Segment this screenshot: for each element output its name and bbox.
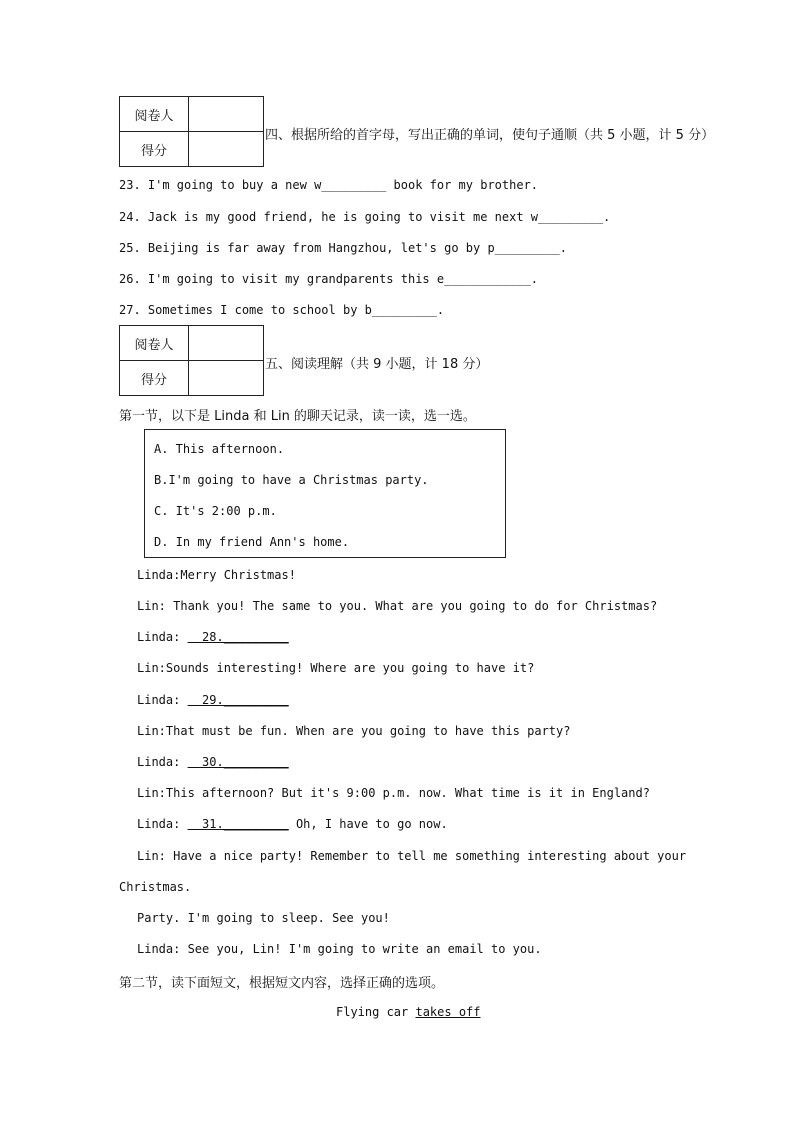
- grader-label: 阅卷人: [120, 326, 189, 361]
- score-cell[interactable]: [189, 361, 264, 396]
- section5-title: 五、阅读理解（共 9 小题，计 18 分）: [265, 357, 489, 372]
- option-a: A. This afternoon.: [154, 442, 285, 456]
- option-b: B.I'm going to have a Christmas party.: [154, 473, 429, 487]
- options-box: [144, 429, 506, 558]
- question-27: 27. Sometimes I come to school by b_________.: [119, 303, 445, 317]
- grader-label: 阅卷人: [120, 97, 189, 132]
- answer-blank-28[interactable]: 28._________: [187, 630, 289, 644]
- option-d: D. In my friend Ann's home.: [154, 535, 350, 549]
- dialogue-line: Linda: 30._________: [137, 755, 289, 769]
- question-24: 24. Jack is my good friend, he is going to visit me next w_________.: [119, 210, 611, 224]
- dialogue-line: Lin:That must be fun. When are you going to have this party?: [137, 724, 571, 738]
- dialogue-line: Linda: 29._________: [137, 693, 289, 707]
- question-23: 23. I'm going to buy a new w_________ book for my brother.: [119, 178, 539, 192]
- answer-blank-29[interactable]: 29._________: [187, 693, 289, 707]
- dialogue-line: Linda: 28._________: [137, 630, 289, 644]
- option-c: C. It's 2:00 p.m.: [154, 504, 277, 518]
- part2-intro: 第二节，读下面短文，根据短文内容，选择正确的选项。: [119, 976, 445, 991]
- question-25: 25. Beijing is far away from Hangzhou, let's go by p_________.: [119, 241, 567, 255]
- grader-cell[interactable]: [189, 97, 264, 132]
- dialogue-line: Lin: Thank you! The same to you. What are you going to do for Christmas?: [137, 599, 658, 613]
- score-label: 得分: [120, 361, 189, 396]
- passage-title-underlined: takes off: [415, 1005, 481, 1019]
- score-label: 得分: [120, 132, 189, 167]
- dialogue-line: Lin: Have a nice party! Remember to tell me something interesting about your: [137, 849, 687, 863]
- passage-title: Flying car takes off: [336, 1005, 481, 1019]
- dialogue-line: Christmas.: [119, 880, 192, 894]
- question-26: 26. I'm going to visit my grandparents this e____________.: [119, 272, 539, 286]
- dialogue-line: Party. I'm going to sleep. See you!: [137, 911, 390, 925]
- dialogue-line: Lin:This afternoon? But it's 9:00 p.m. now. What time is it in England?: [137, 786, 650, 800]
- dialogue-line: Linda:Merry Christmas!: [137, 568, 296, 582]
- part1-intro: 第一节，以下是 Linda 和 Lin 的聊天记录，读一读，选一选。: [119, 409, 476, 424]
- dialogue-line: Linda: 31._________ Oh, I have to go now.: [137, 817, 448, 831]
- dialogue-line: Lin:Sounds interesting! Where are you going to have it?: [137, 661, 535, 675]
- section4-title: 四、根据所给的首字母，写出正确的单词，使句子通顺（共 5 小题，计 5 分）: [265, 128, 715, 143]
- answer-blank-30[interactable]: 30._________: [187, 755, 289, 769]
- dialogue-line: Linda: See you, Lin! I'm going to write an email to you.: [137, 942, 542, 956]
- answer-blank-31[interactable]: 31._________: [187, 817, 289, 831]
- score-cell[interactable]: [189, 132, 264, 167]
- grader-cell[interactable]: [189, 326, 264, 361]
- score-table-section5: [119, 325, 264, 396]
- score-table-section4: [119, 96, 264, 167]
